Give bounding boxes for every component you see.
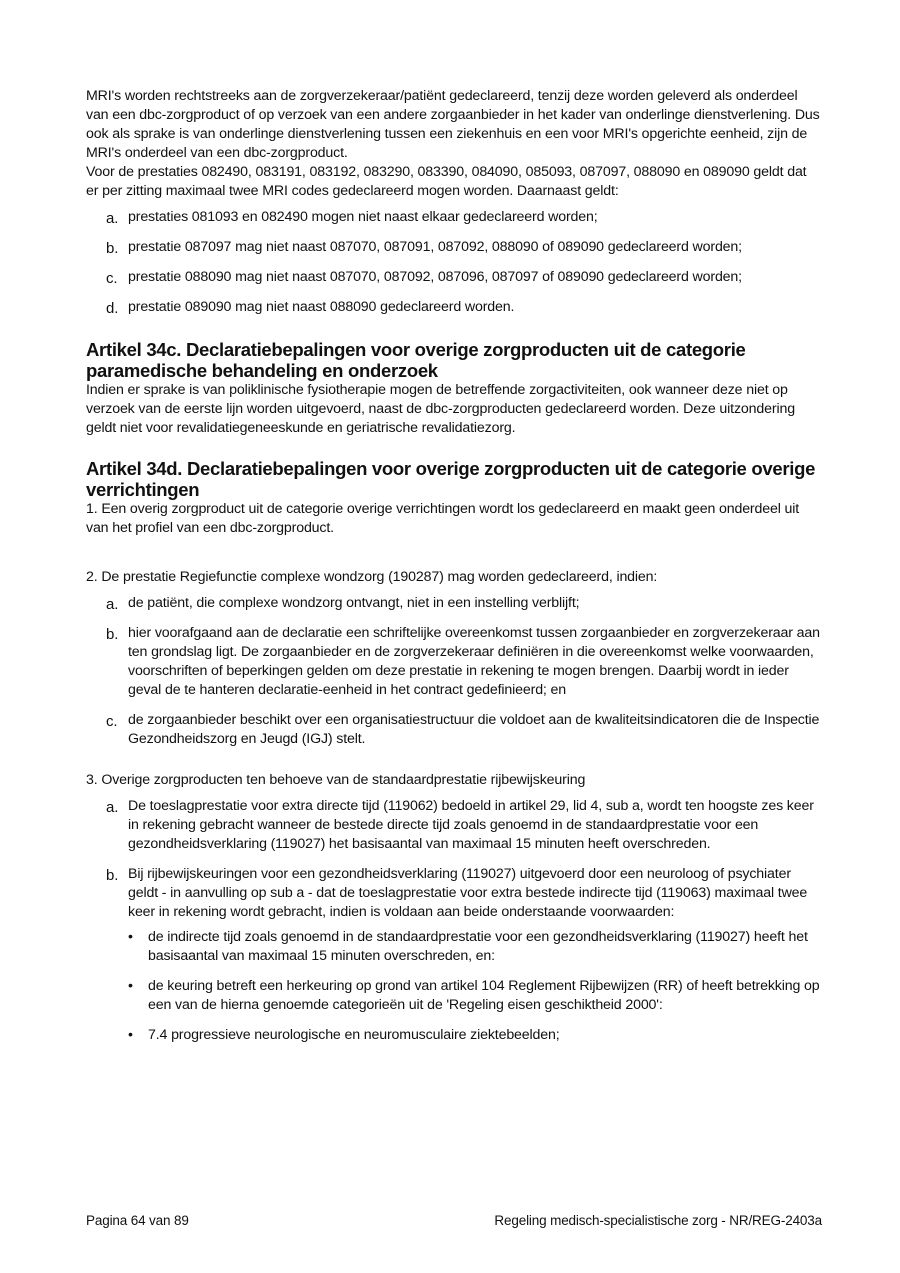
list-marker: b. bbox=[106, 626, 119, 643]
bullet-item bbox=[128, 1026, 822, 1045]
intro-paragraph-mri: MRI's worden rechtstreeks aan de zorgverzekeraar/patiënt gedeclareerd, tenzij deze worden geleverd als onderdeel van een dbc-zorgproduct of op verzoek van een andere zorgaanbieder in het kader van onderlinge dienstverlening. Dus ook als sprake is van onderlinge dienstverlening tussen een ziekenhuis en een voor MRI's opgerichte eenheid, zijn de MRI's onderdeel van een dbc-zorgproduct. bbox=[86, 88, 820, 161]
list-item bbox=[86, 797, 822, 854]
document-page bbox=[86, 87, 822, 1056]
list-item-text: prestatie 089090 mag niet naast 088090 gedeclareerd worden. bbox=[128, 299, 515, 315]
list-marker: c. bbox=[106, 270, 118, 287]
article-34c-section bbox=[86, 339, 822, 438]
list-item-text: hier voorafgaand aan de declaratie een schriftelijke overeenkomst tussen zorgaanbieder en zorgverzekeraar aan ten grondslag ligt. De zorgaanbieder en de zorgverzekeraar definiëren in die overeenkomst welke voorwaarden, voorschriften of beperkingen gelden om deze prestatie in rekening te mogen brengen. Daarbij wordt in ieder geval de te hanteren declaratie-eenheid in het contract gedefinieerd; en bbox=[128, 625, 820, 698]
list-item bbox=[86, 624, 822, 700]
list-item-text: De toeslagprestatie voor extra directe tijd (119062) bedoeld in artikel 29, lid 4, sub a, wordt ten hoogste zes keer in rekening gebracht wanneer de bestede directe tijd zoals genoemd in de standaardprestatie voor een gezondheidsverklaring (119027) het basisaantal van maximaal 15 minuten heeft overschreden. bbox=[128, 798, 814, 852]
list-item bbox=[86, 208, 822, 227]
intro-paragraph-prestaties: Voor de prestaties 082490, 083191, 083192, 083290, 083390, 084090, 085093, 087097, 088090 en 089090 geldt dat er per zitting maximaal twee MRI codes gedeclareerd mogen worden. Daarnaast geldt: bbox=[86, 164, 807, 199]
list-marker: d. bbox=[106, 300, 119, 317]
bullet-text: 7.4 progressieve neurologische en neuromusculaire ziektebeelden; bbox=[148, 1027, 560, 1043]
point-2-conditions-list bbox=[86, 594, 822, 749]
point-3b-conditions-bullets bbox=[128, 928, 822, 1045]
page-footer bbox=[86, 1213, 822, 1228]
list-item-text: de zorgaanbieder beschikt over een organisatiestructuur die voldoet aan de kwaliteitsindicatoren die de Inspectie Gezondheidszorg en Jeugd (IGJ) stelt. bbox=[128, 712, 820, 747]
article-34d-heading: Artikel 34d. Declaratiebepalingen voor overige zorgproducten uit de categorie overige verrichtingen bbox=[86, 458, 816, 500]
list-item-text: de patiënt, die complexe wondzorg ontvangt, niet in een instelling verblijft; bbox=[128, 595, 580, 611]
mri-rules-list bbox=[86, 208, 822, 317]
list-item bbox=[86, 298, 822, 317]
article-34d-point-1: 1. Een overig zorgproduct uit de categorie overige verrichtingen wordt los gedeclareerd en maakt geen onderdeel uit van het profiel van een dbc-zorgproduct. bbox=[86, 501, 800, 536]
article-34d-point-3-intro: 3. Overige zorgproducten ten behoeve van de standaardprestatie rijbewijskeuring bbox=[86, 772, 586, 788]
article-34c-heading: Artikel 34c. Declaratiebepalingen voor overige zorgproducten uit de categorie paramedische behandeling en onderzoek bbox=[86, 339, 746, 381]
bullet-text: de indirecte tijd zoals genoemd in de standaardprestatie voor een gezondheidsverklaring (119027) heeft het basisaantal van maximaal 15 minuten overschreden, en: bbox=[148, 929, 808, 964]
article-34d-point-2-intro: 2. De prestatie Regiefunctie complexe wondzorg (190287) mag worden gedeclareerd, indien: bbox=[86, 569, 658, 585]
bullet-text: de keuring betreft een herkeuring op grond van artikel 104 Reglement Rijbewijzen (RR) of heeft betrekking op een van de hierna genoemde categorieën uit de 'Regeling eisen geschiktheid 2000': bbox=[148, 978, 820, 1013]
list-item bbox=[86, 238, 822, 257]
list-marker: b. bbox=[106, 240, 119, 257]
list-item-text: prestatie 087097 mag niet naast 087070, 087091, 087092, 088090 of 089090 gedeclareerd worden; bbox=[128, 239, 742, 255]
article-34d-section bbox=[86, 458, 822, 1045]
list-marker: a. bbox=[106, 596, 119, 613]
bullet-item bbox=[128, 977, 822, 1015]
list-item bbox=[86, 268, 822, 287]
document-reference: Regeling medisch-specialistische zorg - NR/REG-2403a bbox=[494, 1213, 822, 1228]
bullet-icon: • bbox=[128, 978, 133, 994]
bullet-icon: • bbox=[128, 1027, 133, 1043]
list-item-text: prestatie 088090 mag niet naast 087070, 087092, 087096, 087097 of 089090 gedeclareerd worden; bbox=[128, 269, 742, 285]
list-item bbox=[86, 711, 822, 749]
list-item-text: Bij rijbewijskeuringen voor een gezondheidsverklaring (119027) uitgevoerd door een neuroloog of psychiater geldt - in aanvulling op sub a - dat de toeslagprestatie voor extra bestede indirecte tijd (119063) maximaal twee keer in rekening wordt gebracht, indien is voldaan aan beide onderstaande voorwaarden: bbox=[128, 866, 808, 920]
list-item-text: prestaties 081093 en 082490 mogen niet naast elkaar gedeclareerd worden; bbox=[128, 209, 598, 225]
page-number: Pagina 64 van 89 bbox=[86, 1213, 189, 1228]
list-marker: a. bbox=[106, 799, 119, 816]
list-item bbox=[86, 594, 822, 613]
list-item bbox=[86, 865, 822, 922]
list-marker: a. bbox=[106, 210, 119, 227]
list-marker: c. bbox=[106, 713, 118, 730]
point-3-list bbox=[86, 797, 822, 922]
article-34c-body: Indien er sprake is van poliklinische fysiotherapie mogen de betreffende zorgactiviteiten, ook wanneer deze niet op verzoek van de eerste lijn worden uitgevoerd, naast de dbc-zorgproducten gedeclareerd worden. Deze uitzondering geldt niet voor revalidatiegeneeskunde en geriatrische revalidatiezorg. bbox=[86, 382, 795, 436]
bullet-icon: • bbox=[128, 929, 133, 945]
bullet-item bbox=[128, 928, 822, 966]
list-marker: b. bbox=[106, 867, 119, 884]
